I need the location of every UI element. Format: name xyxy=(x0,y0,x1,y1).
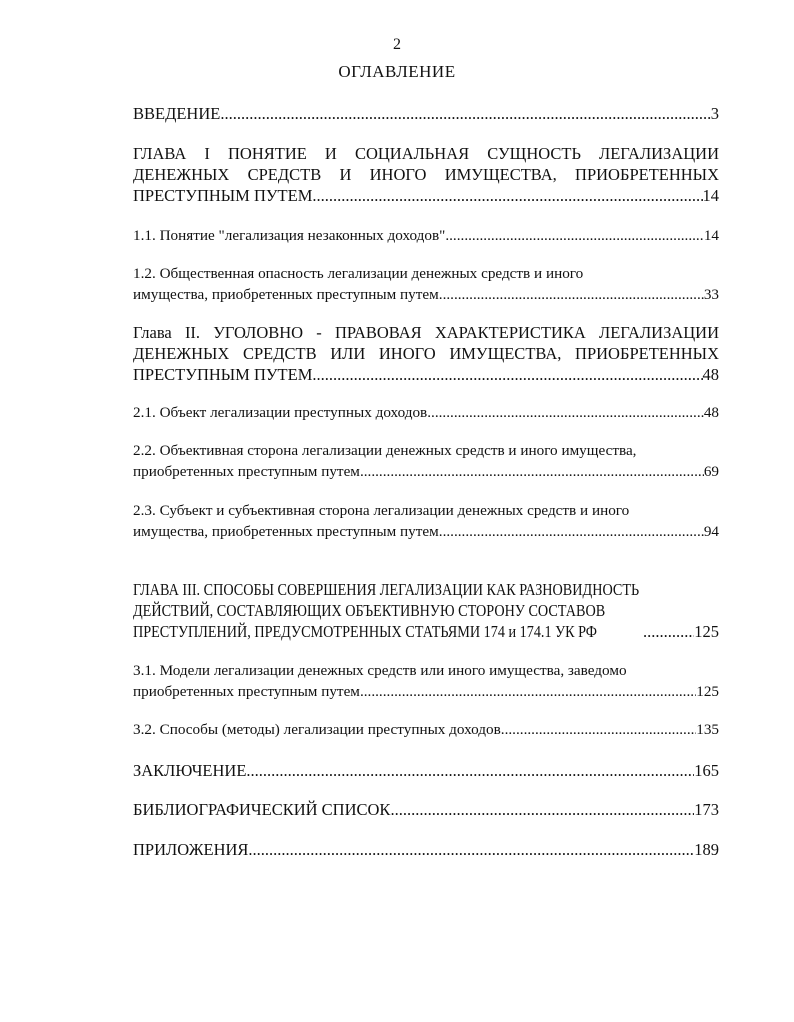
dot-leader xyxy=(445,225,703,246)
toc-page-number: 14 xyxy=(703,227,719,244)
toc-page-number: 125 xyxy=(694,622,719,641)
toc-entry-introduction[interactable] xyxy=(133,103,719,124)
page-number: 2 xyxy=(393,36,401,53)
toc-entry-text: ДЕЙСТВИЙ, СОСТАВЛЯЮЩИХ ОБЪЕКТИВНУЮ СТОРОНУ СОСТАВОВ xyxy=(133,601,606,620)
toc-entry-section-1-1[interactable] xyxy=(133,225,719,246)
toc-entry-text: ВВЕДЕНИЕ xyxy=(133,104,221,123)
toc-entry-text: 2.1. Объект легализации преступных доходов xyxy=(133,404,428,421)
dot-leader xyxy=(312,185,702,206)
dot-leader xyxy=(439,284,704,305)
dot-leader xyxy=(390,799,694,820)
toc-entry-text: ПРЕСТУПЛЕНИЙ, ПРЕДУСМОТРЕННЫХ СТАТЬЯМИ 174 и 174.1 УК РФ xyxy=(133,622,598,641)
toc-page-number: 135 xyxy=(696,721,719,738)
toc-entry-text: ГЛАВА I ПОНЯТИЕ И СОЦИАЛЬНАЯ СУЩНОСТЬ ЛЕГАЛИЗАЦИИ xyxy=(133,144,719,163)
toc-page-number: 165 xyxy=(694,761,719,780)
toc-entry-section-2-1[interactable] xyxy=(133,402,719,423)
dot-leader xyxy=(427,402,704,423)
toc-entry-text: приобретенных преступным путем xyxy=(133,683,360,700)
toc-page-number: 48 xyxy=(702,365,719,384)
toc-entry-text: 1.2. Общественная опасность легализации денежных средств и иного xyxy=(133,265,584,282)
toc-page-number: 125 xyxy=(696,683,719,700)
dot-leader xyxy=(220,103,710,124)
toc-entry-text: 1.1. Понятие "легализация незаконных доходов" xyxy=(133,227,446,244)
toc-entry-section-2-2[interactable] xyxy=(133,440,719,482)
toc-entry-text: имущества, приобретенных преступным путем xyxy=(133,523,439,540)
dot-leader xyxy=(312,364,702,385)
dot-leader xyxy=(360,461,704,482)
toc-page-number: 94 xyxy=(703,523,719,540)
toc-entry-section-2-3[interactable] xyxy=(133,500,719,542)
toc-page-number: 14 xyxy=(702,186,719,205)
toc-page-number: 3 xyxy=(710,104,719,123)
toc-entry-chapter-2[interactable] xyxy=(133,322,719,385)
toc-page-number: 33 xyxy=(703,286,719,303)
toc-entry-text: 3.2. Способы (методы) легализации преступных доходов xyxy=(133,721,501,738)
toc-entry-text: 2.3. Субъект и субъективная сторона легализации денежных средств и иного xyxy=(133,502,630,519)
toc-entry-text: 3.1. Модели легализации денежных средств или иного имущества, заведомо xyxy=(133,662,627,679)
toc-entry-text: ДЕНЕЖНЫХ СРЕДСТВ ИЛИ ИНОГО ИМУЩЕСТВА, ПРИОБРЕТЕННЫХ xyxy=(133,344,719,363)
toc-page-number: 189 xyxy=(694,840,719,859)
dot-leader xyxy=(439,521,704,542)
toc-entry-section-1-2[interactable] xyxy=(133,263,719,305)
toc-entry-text: ПРЕСТУПНЫМ ПУТЕМ xyxy=(133,365,313,384)
toc-entry-bibliography[interactable] xyxy=(133,799,719,820)
toc-page-number: 48 xyxy=(703,404,719,421)
toc-entry-text: ЗАКЛЮЧЕНИЕ xyxy=(133,761,247,780)
dot-leader xyxy=(360,681,696,702)
toc-page-number: 69 xyxy=(703,463,719,480)
toc-page-number: 173 xyxy=(694,800,719,819)
toc-entry-appendices[interactable] xyxy=(133,839,719,860)
toc-entry-conclusion[interactable] xyxy=(133,760,719,781)
toc-entry-section-3-1[interactable] xyxy=(133,660,719,702)
toc-entry-text: ПРИЛОЖЕНИЯ xyxy=(133,840,249,859)
toc-entry-text: приобретенных преступным путем xyxy=(133,463,360,480)
toc-entry-text: ПРЕСТУПНЫМ ПУТЕМ xyxy=(133,186,313,205)
toc-entry-text: БИБЛИОГРАФИЧЕСКИЙ СПИСОК xyxy=(133,800,391,819)
toc-entry-chapter-3[interactable] xyxy=(133,579,719,642)
toc-entry-chapter-1[interactable] xyxy=(133,143,719,206)
dot-leader xyxy=(501,719,696,740)
toc-entry-text: ГЛАВА III. СПОСОБЫ СОВЕРШЕНИЯ ЛЕГАЛИЗАЦИИ КАК РАЗНОВИДНОСТЬ xyxy=(133,580,640,599)
dot-leader xyxy=(246,760,694,781)
toc-entry-text: ДЕНЕЖНЫХ СРЕДСТВ И ИНОГО ИМУЩЕСТВА, ПРИОБРЕТЕННЫХ xyxy=(133,165,719,184)
toc-entry-text: имущества, приобретенных преступным путем xyxy=(133,286,439,303)
dot-leader xyxy=(643,621,694,642)
toc-entry-text: Глава II. УГОЛОВНО - ПРАВОВАЯ ХАРАКТЕРИСТИКА ЛЕГАЛИЗАЦИИ xyxy=(133,323,719,342)
toc-title: ОГЛАВЛЕНИЕ xyxy=(338,62,456,81)
toc-entry-section-3-2[interactable] xyxy=(133,719,719,740)
dot-leader xyxy=(248,839,694,860)
toc-entry-text: 2.2. Объективная сторона легализации денежных средств и иного имущества, xyxy=(133,442,637,459)
